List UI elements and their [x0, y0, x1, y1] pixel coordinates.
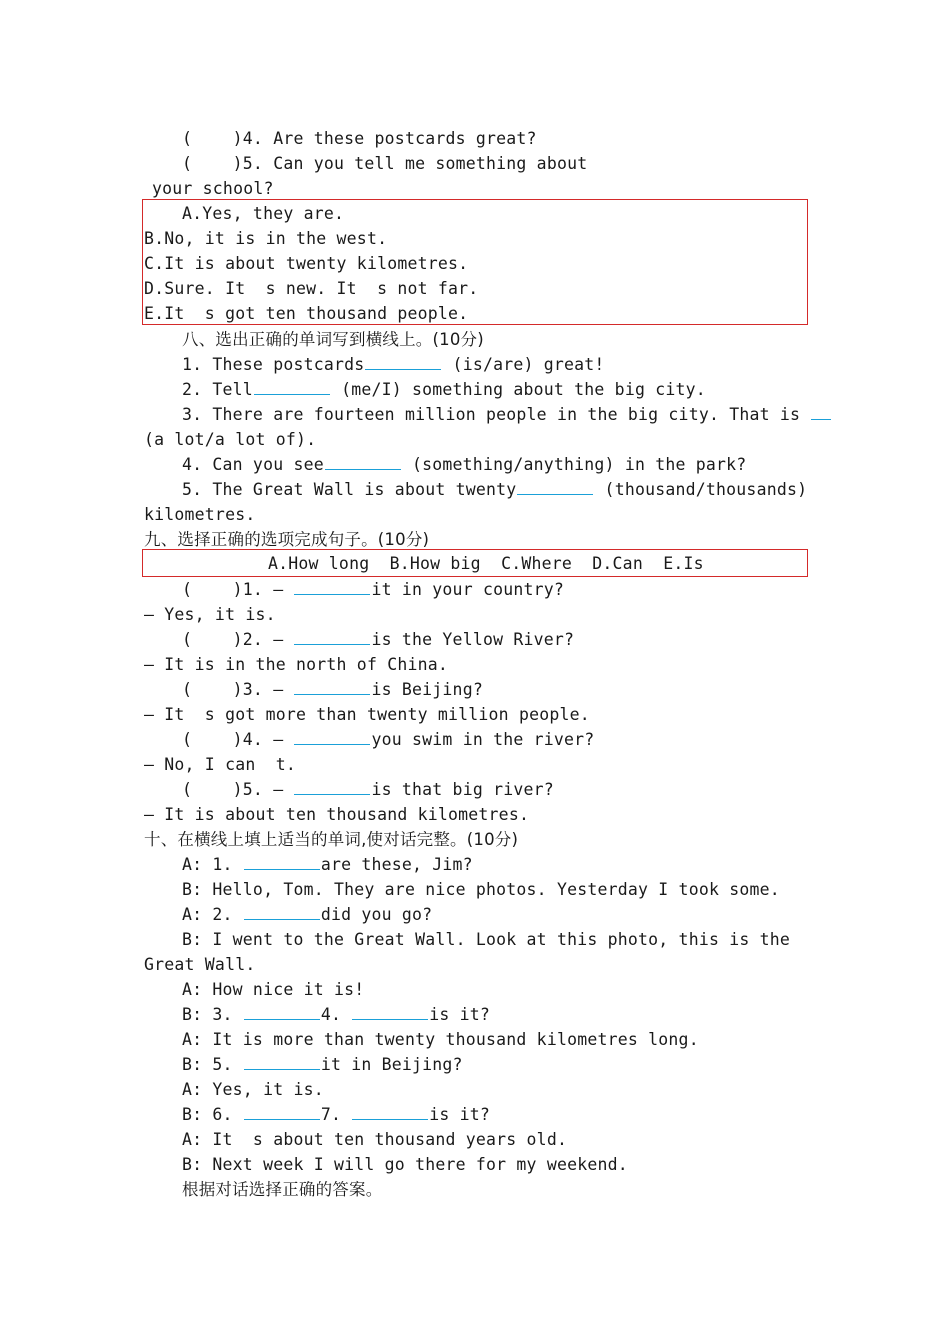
answer-blank[interactable] — [294, 630, 370, 645]
option-c: C.It is about twenty kilometres. — [144, 254, 469, 273]
answer-blank[interactable] — [244, 905, 320, 920]
option-e: E.It s got ten thousand people. — [144, 304, 469, 323]
answer-blank[interactable] — [352, 1105, 428, 1120]
option-a: A.Yes, they are. — [182, 204, 345, 223]
option-d: D.Sure. It s new. It s not far. — [144, 279, 479, 298]
part9-answer-4: — No, I can t. — [144, 755, 297, 774]
part9-question-1: ( )1. — it in your country? — [182, 580, 565, 599]
part9-question-4: ( )4. — you swim in the river? — [182, 730, 595, 749]
part7-question-4: ( )4. Are these postcards great? — [182, 129, 537, 148]
part8-question-3-cont: (a lot/a lot of). — [144, 430, 317, 449]
answer-blank[interactable] — [244, 1055, 320, 1070]
part10-heading: 十、在横线上填上适当的单词,使对话完整。(10分) — [144, 830, 519, 849]
option-b: B.No, it is in the west. — [144, 229, 388, 248]
part9-options: A.How long B.How big C.Where D.Can E.Is — [268, 554, 704, 573]
answer-blank[interactable] — [244, 1005, 320, 1020]
answer-blank[interactable] — [244, 1105, 320, 1120]
answer-blank[interactable] — [352, 1005, 428, 1020]
answer-blank[interactable] — [517, 480, 593, 495]
dialog-line-12: B: Next week I will go there for my weekend. — [182, 1155, 628, 1174]
part8-question-3: 3. There are fourteen million people in the big city. That is — [182, 402, 832, 427]
dialog-line-3: A: 2. did you go? — [182, 905, 433, 924]
part7-question-5-cont: your school? — [152, 179, 274, 198]
part8-question-4: 4. Can you see (something/anything) in the park? — [182, 455, 747, 474]
dialog-line-2: B: Hello, Tom. They are nice photos. Yesterday I took some. — [182, 880, 780, 899]
answer-blank[interactable] — [244, 855, 320, 870]
part9-question-3: ( )3. — is Beijing? — [182, 680, 483, 699]
dialog-line-5: A: How nice it is! — [182, 980, 365, 999]
part10-footer-instruction: 根据对话选择正确的答案。 — [182, 1180, 383, 1199]
answer-blank[interactable] — [365, 355, 441, 370]
answer-blank[interactable] — [325, 455, 401, 470]
part7-question-5: ( )5. Can you tell me something about — [182, 154, 588, 173]
answer-blank[interactable] — [294, 680, 370, 695]
part8-question-1: 1. These postcards (is/are) great! — [182, 355, 605, 374]
dialog-line-4-cont: Great Wall. — [144, 955, 256, 974]
part9-heading: 九、选择正确的选项完成句子。(10分) — [144, 530, 430, 549]
part8-question-5-cont: kilometres. — [144, 505, 256, 524]
dialog-line-6: B: 3. 4. is it? — [182, 1005, 491, 1024]
dialog-line-1: A: 1. are these, Jim? — [182, 855, 473, 874]
part9-question-5: ( )5. — is that big river? — [182, 780, 554, 799]
answer-blank[interactable] — [254, 380, 330, 395]
dialog-line-4: B: I went to the Great Wall. Look at this photo, this is the — [182, 930, 791, 949]
dialog-line-8: B: 5. it in Beijing? — [182, 1055, 463, 1074]
dialog-line-11: A: It s about ten thousand years old. — [182, 1130, 568, 1149]
answer-blank[interactable] — [294, 780, 370, 795]
answer-blank[interactable] — [294, 730, 370, 745]
part9-question-2: ( )2. — is the Yellow River? — [182, 630, 575, 649]
part8-question-2: 2. Tell (me/I) something about the big city. — [182, 380, 706, 399]
part9-answer-3: — It s got more than twenty million people. — [144, 705, 590, 724]
answer-blank[interactable] — [294, 580, 370, 595]
answer-blank[interactable] — [811, 405, 831, 420]
dialog-line-9: A: Yes, it is. — [182, 1080, 324, 1099]
dialog-line-7: A: It is more than twenty thousand kilometres long. — [182, 1030, 699, 1049]
part9-answer-2: — It is in the north of China. — [144, 655, 449, 674]
part8-heading: 八、选出正确的单词写到横线上。(10分) — [182, 330, 484, 349]
part8-question-5: 5. The Great Wall is about twenty (thousand/thousands) — [182, 480, 808, 499]
dialog-line-10: B: 6. 7. is it? — [182, 1105, 491, 1124]
part9-answer-1: — Yes, it is. — [144, 605, 276, 624]
part9-answer-5: — It is about ten thousand kilometres. — [144, 805, 530, 824]
